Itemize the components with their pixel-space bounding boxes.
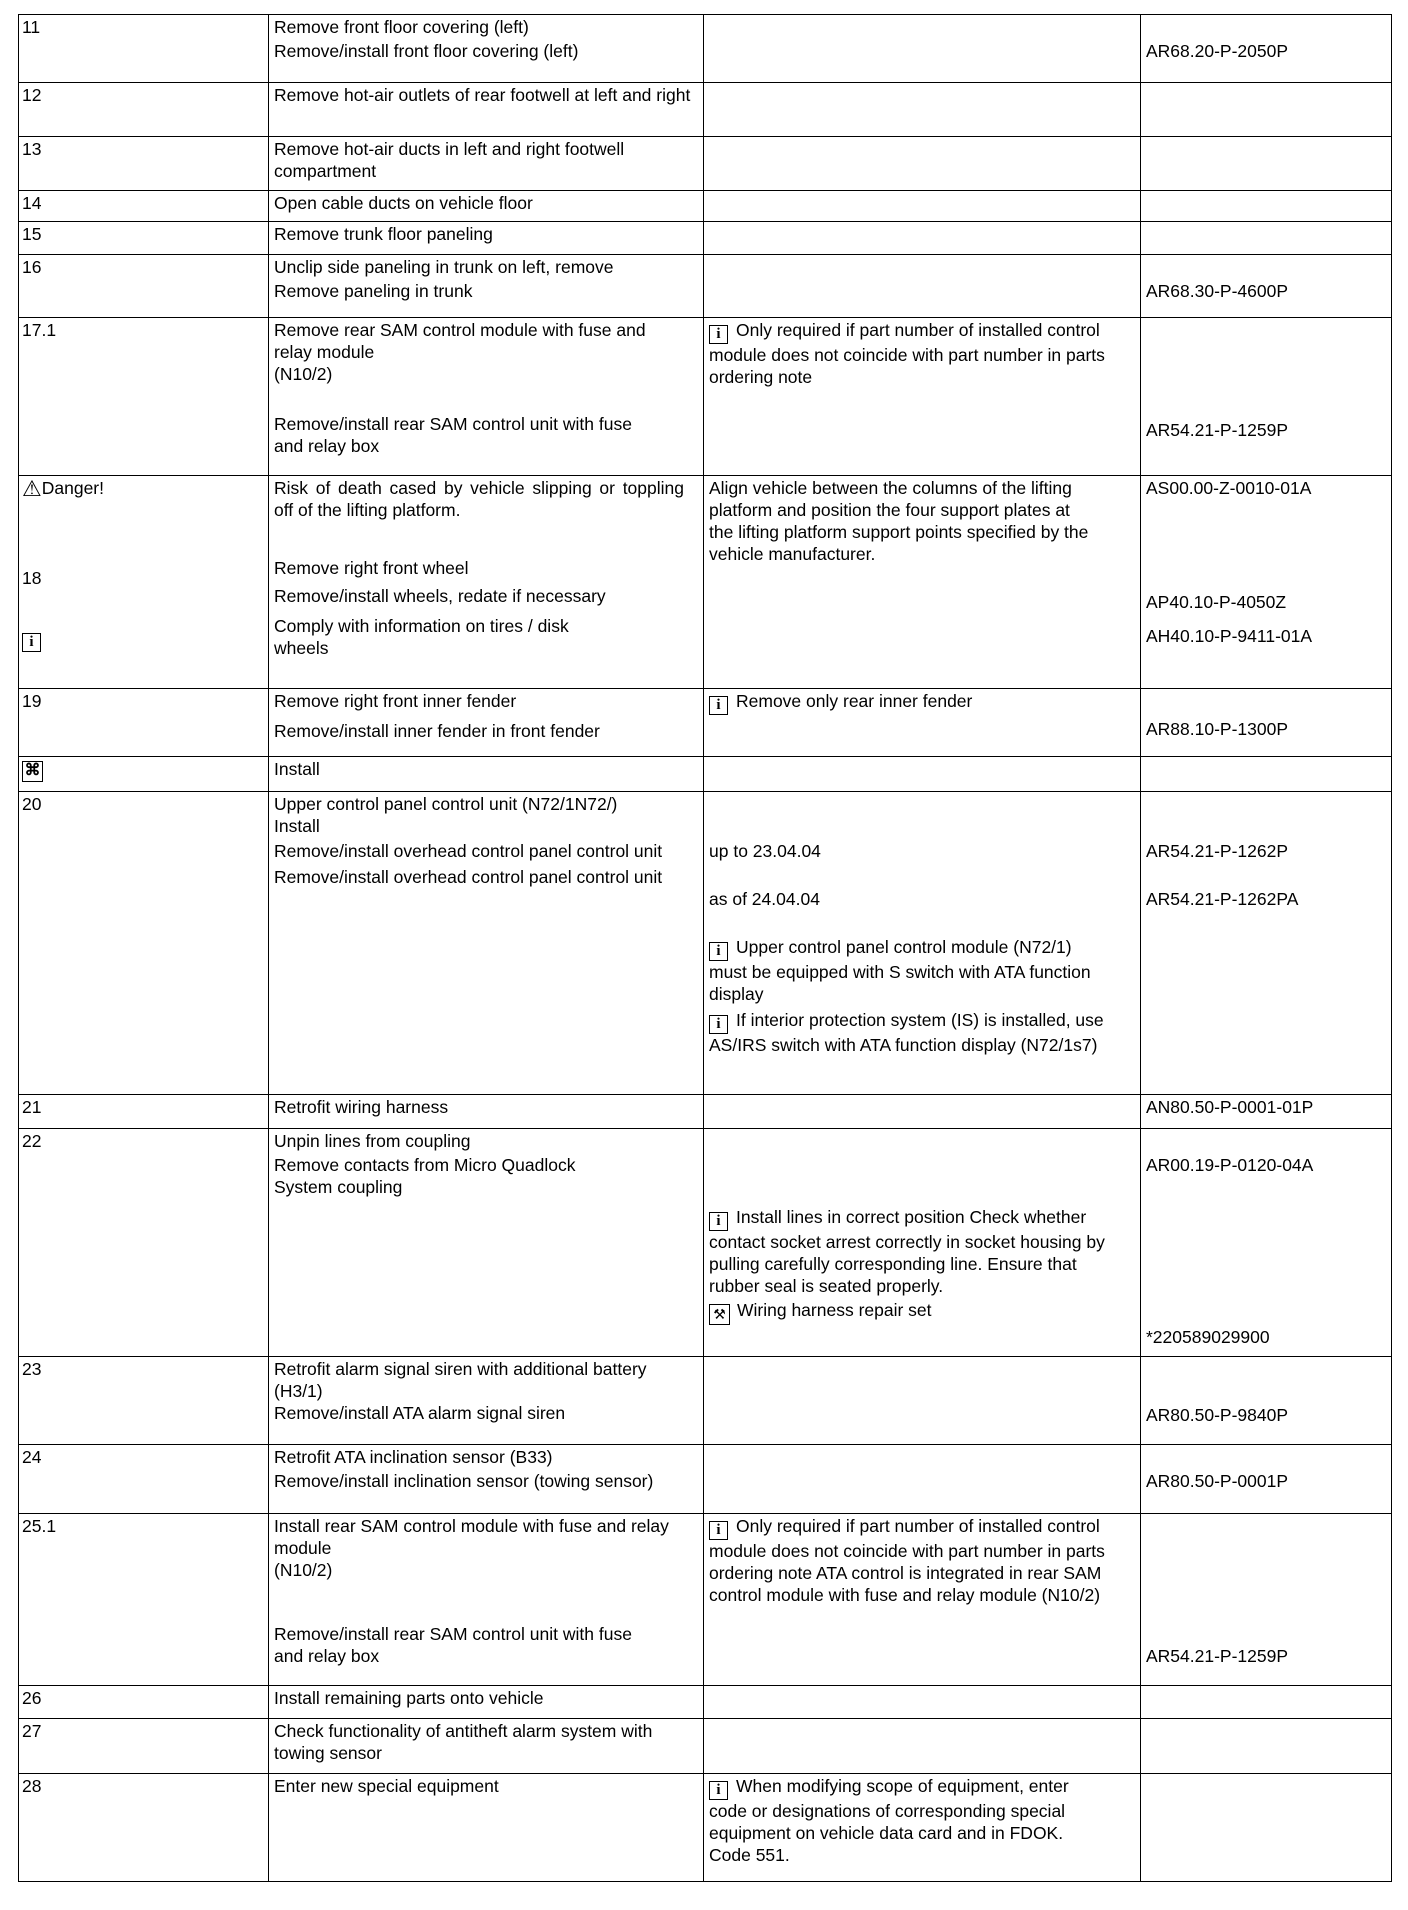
reference-cell bbox=[1141, 15, 1392, 83]
note-cell bbox=[704, 1357, 1141, 1445]
action-text: Remove rear SAM control module with fuse and relay module bbox=[274, 320, 646, 362]
note-cell bbox=[704, 1514, 1141, 1686]
reference-link[interactable]: AN80.50-P-0001-01P bbox=[1146, 1097, 1314, 1117]
note-text: Remove only rear inner fender bbox=[736, 691, 973, 711]
action-text: Remove paneling in trunk bbox=[274, 281, 473, 301]
step-number: 27 bbox=[19, 1719, 269, 1774]
tool-icon: ⚒ bbox=[709, 1304, 730, 1325]
reference-cell bbox=[1141, 255, 1392, 318]
action-text: Upper control panel control unit (N72/1N72/) bbox=[274, 794, 618, 814]
note-cell bbox=[704, 15, 1141, 83]
reference-cell bbox=[1141, 757, 1392, 792]
action-cell bbox=[269, 137, 704, 191]
table-row bbox=[19, 689, 1392, 757]
info-icon: i bbox=[709, 942, 728, 961]
reference-cell bbox=[1141, 1445, 1392, 1514]
action-cell bbox=[269, 222, 704, 255]
reference-cell bbox=[1141, 792, 1392, 1095]
action-text: Unclip side paneling in trunk on left, remove bbox=[274, 257, 614, 277]
action-cell bbox=[269, 476, 704, 689]
reference-cell bbox=[1141, 318, 1392, 476]
info-icon: i bbox=[709, 696, 728, 715]
reference-cell bbox=[1141, 1129, 1392, 1357]
action-text: (N10/2) bbox=[274, 1560, 333, 1580]
note-cell bbox=[704, 476, 1141, 689]
action-text: Remove hot-air outlets of rear footwell at left and right bbox=[274, 85, 691, 105]
reference-link[interactable]: AR54.21-P-1259P bbox=[1146, 1646, 1289, 1666]
table-row bbox=[19, 318, 1392, 476]
action-text: Remove/install front floor covering (left) bbox=[274, 41, 579, 61]
note-text: as of 24.04.04 bbox=[709, 889, 820, 909]
action-text: Remove/install inclination sensor (towing sensor) bbox=[274, 1471, 654, 1491]
note-cell bbox=[704, 191, 1141, 222]
table-row bbox=[19, 255, 1392, 318]
step-number: 20 bbox=[19, 792, 269, 1095]
action-cell bbox=[269, 757, 704, 792]
action-text: Retrofit wiring harness bbox=[274, 1097, 449, 1117]
reference-link[interactable]: AR54.21-P-1262PA bbox=[1146, 889, 1299, 909]
procedure-table bbox=[18, 14, 1392, 1882]
step-number bbox=[19, 476, 269, 689]
info-icon: i bbox=[709, 1781, 728, 1800]
table-row bbox=[19, 83, 1392, 137]
reference-link[interactable]: *220589029900 bbox=[1146, 1327, 1270, 1347]
action-text: Enter new special equipment bbox=[274, 1776, 499, 1796]
table-row bbox=[19, 191, 1392, 222]
note-text: Only required if part number of installed control module does not coincide with part number in parts ordering note bbox=[709, 320, 1105, 387]
table-row bbox=[19, 1445, 1392, 1514]
note-cell bbox=[704, 318, 1141, 476]
note-text: Align vehicle between the columns of the lifting platform and position the four support plates at the lifting platform support points specified by the vehicle manufacturer. bbox=[709, 478, 1089, 564]
reference-link[interactable]: AR80.50-P-9840P bbox=[1146, 1405, 1289, 1425]
reference-cell bbox=[1141, 1719, 1392, 1774]
reference-cell bbox=[1141, 1686, 1392, 1719]
action-text: Remove/install wheels, redate if necessary bbox=[274, 586, 606, 606]
step-number: 17.1 bbox=[19, 318, 269, 476]
action-text: Check functionality of antitheft alarm system with towing sensor bbox=[274, 1721, 653, 1763]
note-cell bbox=[704, 83, 1141, 137]
install-icon-cell bbox=[19, 757, 269, 792]
info-icon: i bbox=[709, 1015, 728, 1034]
table-row bbox=[19, 792, 1392, 1095]
table-row bbox=[19, 15, 1392, 83]
action-text: Open cable ducts on vehicle floor bbox=[274, 193, 533, 213]
step-number: 28 bbox=[19, 1774, 269, 1882]
reference-link[interactable]: AS00.00-Z-0010-01A bbox=[1146, 478, 1312, 498]
reference-link[interactable]: AR00.19-P-0120-04A bbox=[1146, 1155, 1314, 1175]
table-row bbox=[19, 1129, 1392, 1357]
step-number: 14 bbox=[19, 191, 269, 222]
note-text: If interior protection system (IS) is installed, use AS/IRS switch with ATA function display (N72/1s7) bbox=[709, 1010, 1104, 1055]
action-cell bbox=[269, 1095, 704, 1129]
action-text: Remove front floor covering (left) bbox=[274, 17, 529, 37]
danger-label: Danger! bbox=[41, 478, 104, 498]
action-text: Remove/install ATA alarm signal siren bbox=[274, 1403, 566, 1423]
step-number: 22 bbox=[19, 1129, 269, 1357]
table-row bbox=[19, 222, 1392, 255]
note-cell bbox=[704, 222, 1141, 255]
note-cell bbox=[704, 1774, 1141, 1882]
action-cell bbox=[269, 83, 704, 137]
step-number: 18 bbox=[22, 568, 42, 588]
table-row bbox=[19, 137, 1392, 191]
step-number: 15 bbox=[19, 222, 269, 255]
note-cell bbox=[704, 757, 1141, 792]
info-icon: i bbox=[709, 325, 728, 344]
table-row bbox=[19, 1774, 1392, 1882]
reference-cell bbox=[1141, 1095, 1392, 1129]
action-cell bbox=[269, 1774, 704, 1882]
procedure-document bbox=[18, 14, 1391, 1882]
danger-text: Risk of death cased by vehicle slipping or toppling off of the lifting platform. bbox=[274, 478, 684, 520]
action-text: Retrofit alarm signal siren with additional battery (H3/1) bbox=[274, 1359, 647, 1401]
reference-cell bbox=[1141, 222, 1392, 255]
note-text: Upper control panel control module (N72/1) must be equipped with S switch with ATA function display bbox=[709, 937, 1091, 1004]
step-number: 26 bbox=[19, 1686, 269, 1719]
reference-cell bbox=[1141, 1514, 1392, 1686]
action-text: Install bbox=[274, 759, 320, 779]
reference-link[interactable]: AR54.21-P-1259P bbox=[1146, 420, 1289, 440]
reference-cell bbox=[1141, 689, 1392, 757]
reference-cell bbox=[1141, 1357, 1392, 1445]
action-cell bbox=[269, 1445, 704, 1514]
action-text: Remove/install rear SAM control unit with fuse and relay box bbox=[274, 414, 632, 456]
action-text: Remove contacts from Micro Quadlock System coupling bbox=[274, 1155, 576, 1197]
step-number: 13 bbox=[19, 137, 269, 191]
step-number: 25.1 bbox=[19, 1514, 269, 1686]
table-row bbox=[19, 757, 1392, 792]
info-icon: i bbox=[709, 1212, 728, 1231]
reference-link[interactable]: AR54.21-P-1262P bbox=[1146, 841, 1289, 861]
step-number: 21 bbox=[19, 1095, 269, 1129]
reference-cell bbox=[1141, 191, 1392, 222]
note-cell bbox=[704, 137, 1141, 191]
note-cell bbox=[704, 1445, 1141, 1514]
action-text: (N10/2) bbox=[274, 364, 333, 384]
action-text: Remove/install rear SAM control unit with fuse and relay box bbox=[274, 1624, 632, 1666]
reference-link[interactable]: AR68.20-P-2050P bbox=[1146, 41, 1289, 61]
action-cell bbox=[269, 318, 704, 476]
action-text: Install bbox=[274, 816, 320, 836]
reference-cell bbox=[1141, 476, 1392, 689]
action-text: Install remaining parts onto vehicle bbox=[274, 1688, 544, 1708]
step-number: 12 bbox=[19, 83, 269, 137]
info-icon: i bbox=[709, 1521, 728, 1540]
reference-cell bbox=[1141, 83, 1392, 137]
note-cell bbox=[704, 1095, 1141, 1129]
step-number: 16 bbox=[19, 255, 269, 318]
action-text: Install rear SAM control module with fuse and relay module bbox=[274, 1516, 669, 1558]
note-cell bbox=[704, 689, 1141, 757]
action-cell bbox=[269, 1129, 704, 1357]
table-row bbox=[19, 476, 1392, 689]
action-text: Remove/install overhead control panel control unit bbox=[274, 841, 663, 861]
info-icon: i bbox=[22, 633, 41, 652]
note-cell bbox=[704, 792, 1141, 1095]
action-cell bbox=[269, 689, 704, 757]
action-cell bbox=[269, 1719, 704, 1774]
note-cell bbox=[704, 1129, 1141, 1357]
install-icon: ⌘ bbox=[22, 761, 43, 782]
action-text: Remove hot-air ducts in left and right footwell compartment bbox=[274, 139, 625, 181]
note-cell bbox=[704, 255, 1141, 318]
step-number: 24 bbox=[19, 1445, 269, 1514]
note-text: up to 23.04.04 bbox=[709, 841, 821, 861]
table-row bbox=[19, 1719, 1392, 1774]
reference-link[interactable]: AR80.50-P-0001P bbox=[1146, 1471, 1289, 1491]
action-text: Retrofit ATA inclination sensor (B33) bbox=[274, 1447, 553, 1467]
reference-link[interactable]: AR88.10-P-1300P bbox=[1146, 719, 1289, 739]
table-row bbox=[19, 1514, 1392, 1686]
note-text: Install lines in correct position Check whether contact socket arrest correctly in socket housing by pulling carefully corresponding line. Ensure that rubber seal is seated properly. bbox=[709, 1207, 1105, 1296]
action-cell bbox=[269, 191, 704, 222]
action-cell bbox=[269, 255, 704, 318]
action-cell bbox=[269, 15, 704, 83]
step-number: 23 bbox=[19, 1357, 269, 1445]
action-text: Unpin lines from coupling bbox=[274, 1131, 471, 1151]
table-row bbox=[19, 1357, 1392, 1445]
action-cell bbox=[269, 1514, 704, 1686]
reference-link[interactable]: AH40.10-P-9411-01A bbox=[1146, 626, 1313, 646]
note-cell bbox=[704, 1686, 1141, 1719]
action-cell bbox=[269, 1686, 704, 1719]
action-text: Remove trunk floor paneling bbox=[274, 224, 493, 244]
action-text: Remove/install inner fender in front fender bbox=[274, 721, 600, 741]
note-text: Wiring harness repair set bbox=[737, 1300, 932, 1320]
reference-cell bbox=[1141, 137, 1392, 191]
note-cell bbox=[704, 1719, 1141, 1774]
action-cell bbox=[269, 1357, 704, 1445]
action-cell bbox=[269, 792, 704, 1095]
note-text: Only required if part number of installed control module does not coincide with part number in parts ordering note ATA control is integrated in rear SAM control module with fuse and relay module (N10/2) bbox=[709, 1516, 1105, 1605]
action-text: Remove right front wheel bbox=[274, 558, 469, 578]
action-text: Comply with information on tires / disk wheels bbox=[274, 616, 569, 658]
warning-icon: ⚠ bbox=[22, 476, 42, 501]
note-text: When modifying scope of equipment, enter code or designations of corresponding special equipment on vehicle data card and in FDOK. Code 551. bbox=[709, 1776, 1069, 1865]
table-row bbox=[19, 1686, 1392, 1719]
reference-cell bbox=[1141, 1774, 1392, 1882]
step-number: 19 bbox=[19, 689, 269, 757]
action-text: Remove/install overhead control panel control unit bbox=[274, 867, 663, 887]
action-text: Remove right front inner fender bbox=[274, 691, 517, 711]
table-row bbox=[19, 1095, 1392, 1129]
reference-link[interactable]: AP40.10-P-4050Z bbox=[1146, 592, 1287, 612]
reference-link[interactable]: AR68.30-P-4600P bbox=[1146, 281, 1289, 301]
step-number: 11 bbox=[19, 15, 269, 83]
